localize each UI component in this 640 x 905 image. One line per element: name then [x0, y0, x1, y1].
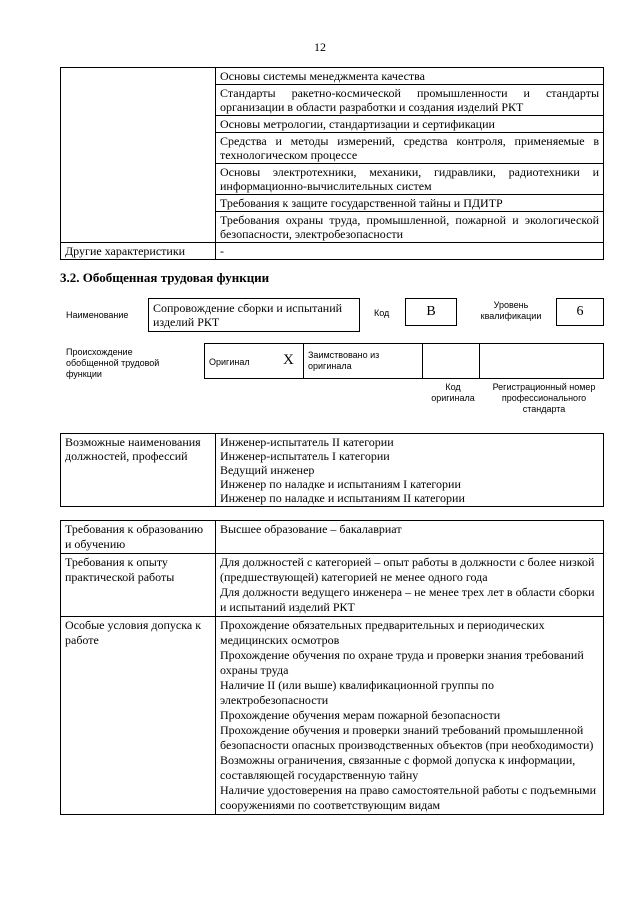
other-characteristics-value: - — [216, 243, 604, 260]
table-cell: Основы электротехники, механики, гидравлики, радиотехники и информационно-вычислительных систем — [216, 164, 604, 195]
origin-code-cell — [422, 343, 480, 379]
list-item: Ведущий инженер — [220, 463, 315, 477]
function-name-box: Сопровождение сборки и испытаний изделий РКТ — [148, 298, 360, 332]
origin-reg-cell — [479, 343, 604, 379]
requirements-table — [60, 520, 604, 815]
table-row — [61, 434, 604, 507]
origin-label: Происхождение обобщенной трудовой функции — [66, 347, 160, 379]
list-item: Инженер-испытатель I категории — [220, 449, 390, 463]
positions-list — [216, 434, 604, 507]
table-row — [61, 243, 604, 260]
list-item: Возможны ограничения, связанные с формой допуска к информации, составляющей государственную тайну — [220, 753, 576, 782]
level-box: 6 — [556, 298, 604, 326]
special-conditions-label: Особые условия допуска к работе — [61, 617, 216, 815]
borrowed-cell — [303, 343, 423, 379]
experience-list — [216, 554, 604, 617]
list-item: Для должности ведущего инженера – не менее трех лет в области сборки и испытаний изделий РКТ — [220, 585, 595, 614]
code-box: B — [405, 298, 457, 326]
table-row — [61, 617, 604, 815]
list-item: Прохождение обязательных предварительных и периодических медицинских осмотров — [220, 618, 545, 647]
origin-code-caption: Код оригинала — [431, 382, 475, 403]
table-cell: Основы системы менеджмента качества — [216, 68, 604, 85]
page-number: 12 — [314, 40, 326, 54]
table-cell: Стандарты ракетно-космической промышленности и стандарты организации в области разработки и создания изделий РКТ — [216, 85, 604, 116]
table-cell: Средства и методы измерений, средства контроля, применяемые в технологическом процессе — [216, 133, 604, 164]
list-item: Инженер-испытатель II категории — [220, 435, 394, 449]
list-item: Инженер по наладке и испытаниям II категории — [220, 491, 465, 505]
list-item: Прохождение обучения по охране труда и проверки знания требований охраны труда — [220, 648, 584, 677]
original-label: Оригинал — [209, 357, 250, 367]
original-cell — [204, 343, 304, 379]
experience-label: Требования к опыту практической работы — [61, 554, 216, 617]
positions-table — [60, 433, 604, 507]
section-title: 3.2. Обобщенная трудовая функции — [60, 270, 270, 285]
list-item: Прохождение обучения и проверки знаний требований промышленной безопасности опасных производственных объектов (при необходимости) — [220, 723, 594, 752]
list-item: Наличие удостоверения на право самостоятельной работы с подъемными сооружениями по соответствующим видам — [220, 783, 597, 812]
special-conditions-list — [216, 617, 604, 815]
table-row — [61, 68, 604, 85]
other-characteristics-label: Другие характеристики — [61, 243, 216, 260]
knowledge-table — [60, 67, 604, 260]
table-cell: Требования охраны труда, промышленной, пожарной и экологической безопасности, электробезопасности — [216, 212, 604, 243]
table-cell-empty — [61, 68, 216, 243]
list-item: Для должностей с категорией – опыт работы в должности с более низкой (предшествующей) категорией не менее одного года — [220, 555, 595, 584]
table-cell: Требования к защите государственной тайны и ПДИТР — [216, 195, 604, 212]
list-item: Наличие II (или выше) квалификационной группы по электробезопасности — [220, 678, 494, 707]
list-item: Инженер по наладке и испытаниям I категории — [220, 477, 461, 491]
origin-row — [204, 343, 604, 379]
positions-label: Возможные наименования должностей, профессий — [61, 434, 216, 507]
origin-reg-caption: Регистрационный номер профессионального стандарта — [492, 382, 596, 414]
code-label: Код — [374, 308, 390, 318]
original-mark: X — [283, 352, 294, 368]
table-row — [61, 521, 604, 554]
borrowed-label: Заимствовано из оригинала — [308, 350, 380, 371]
name-label: Наименование — [66, 310, 129, 320]
education-value: Высшее образование – бакалавриат — [216, 521, 604, 554]
list-item: Прохождение обучения мерам пожарной безопасности — [220, 708, 501, 722]
table-row — [61, 554, 604, 617]
level-label: Уровень квалификации — [480, 300, 542, 321]
table-cell: Основы метрологии, стандартизации и сертификации — [216, 116, 604, 133]
education-label: Требования к образованию и обучению — [61, 521, 216, 554]
